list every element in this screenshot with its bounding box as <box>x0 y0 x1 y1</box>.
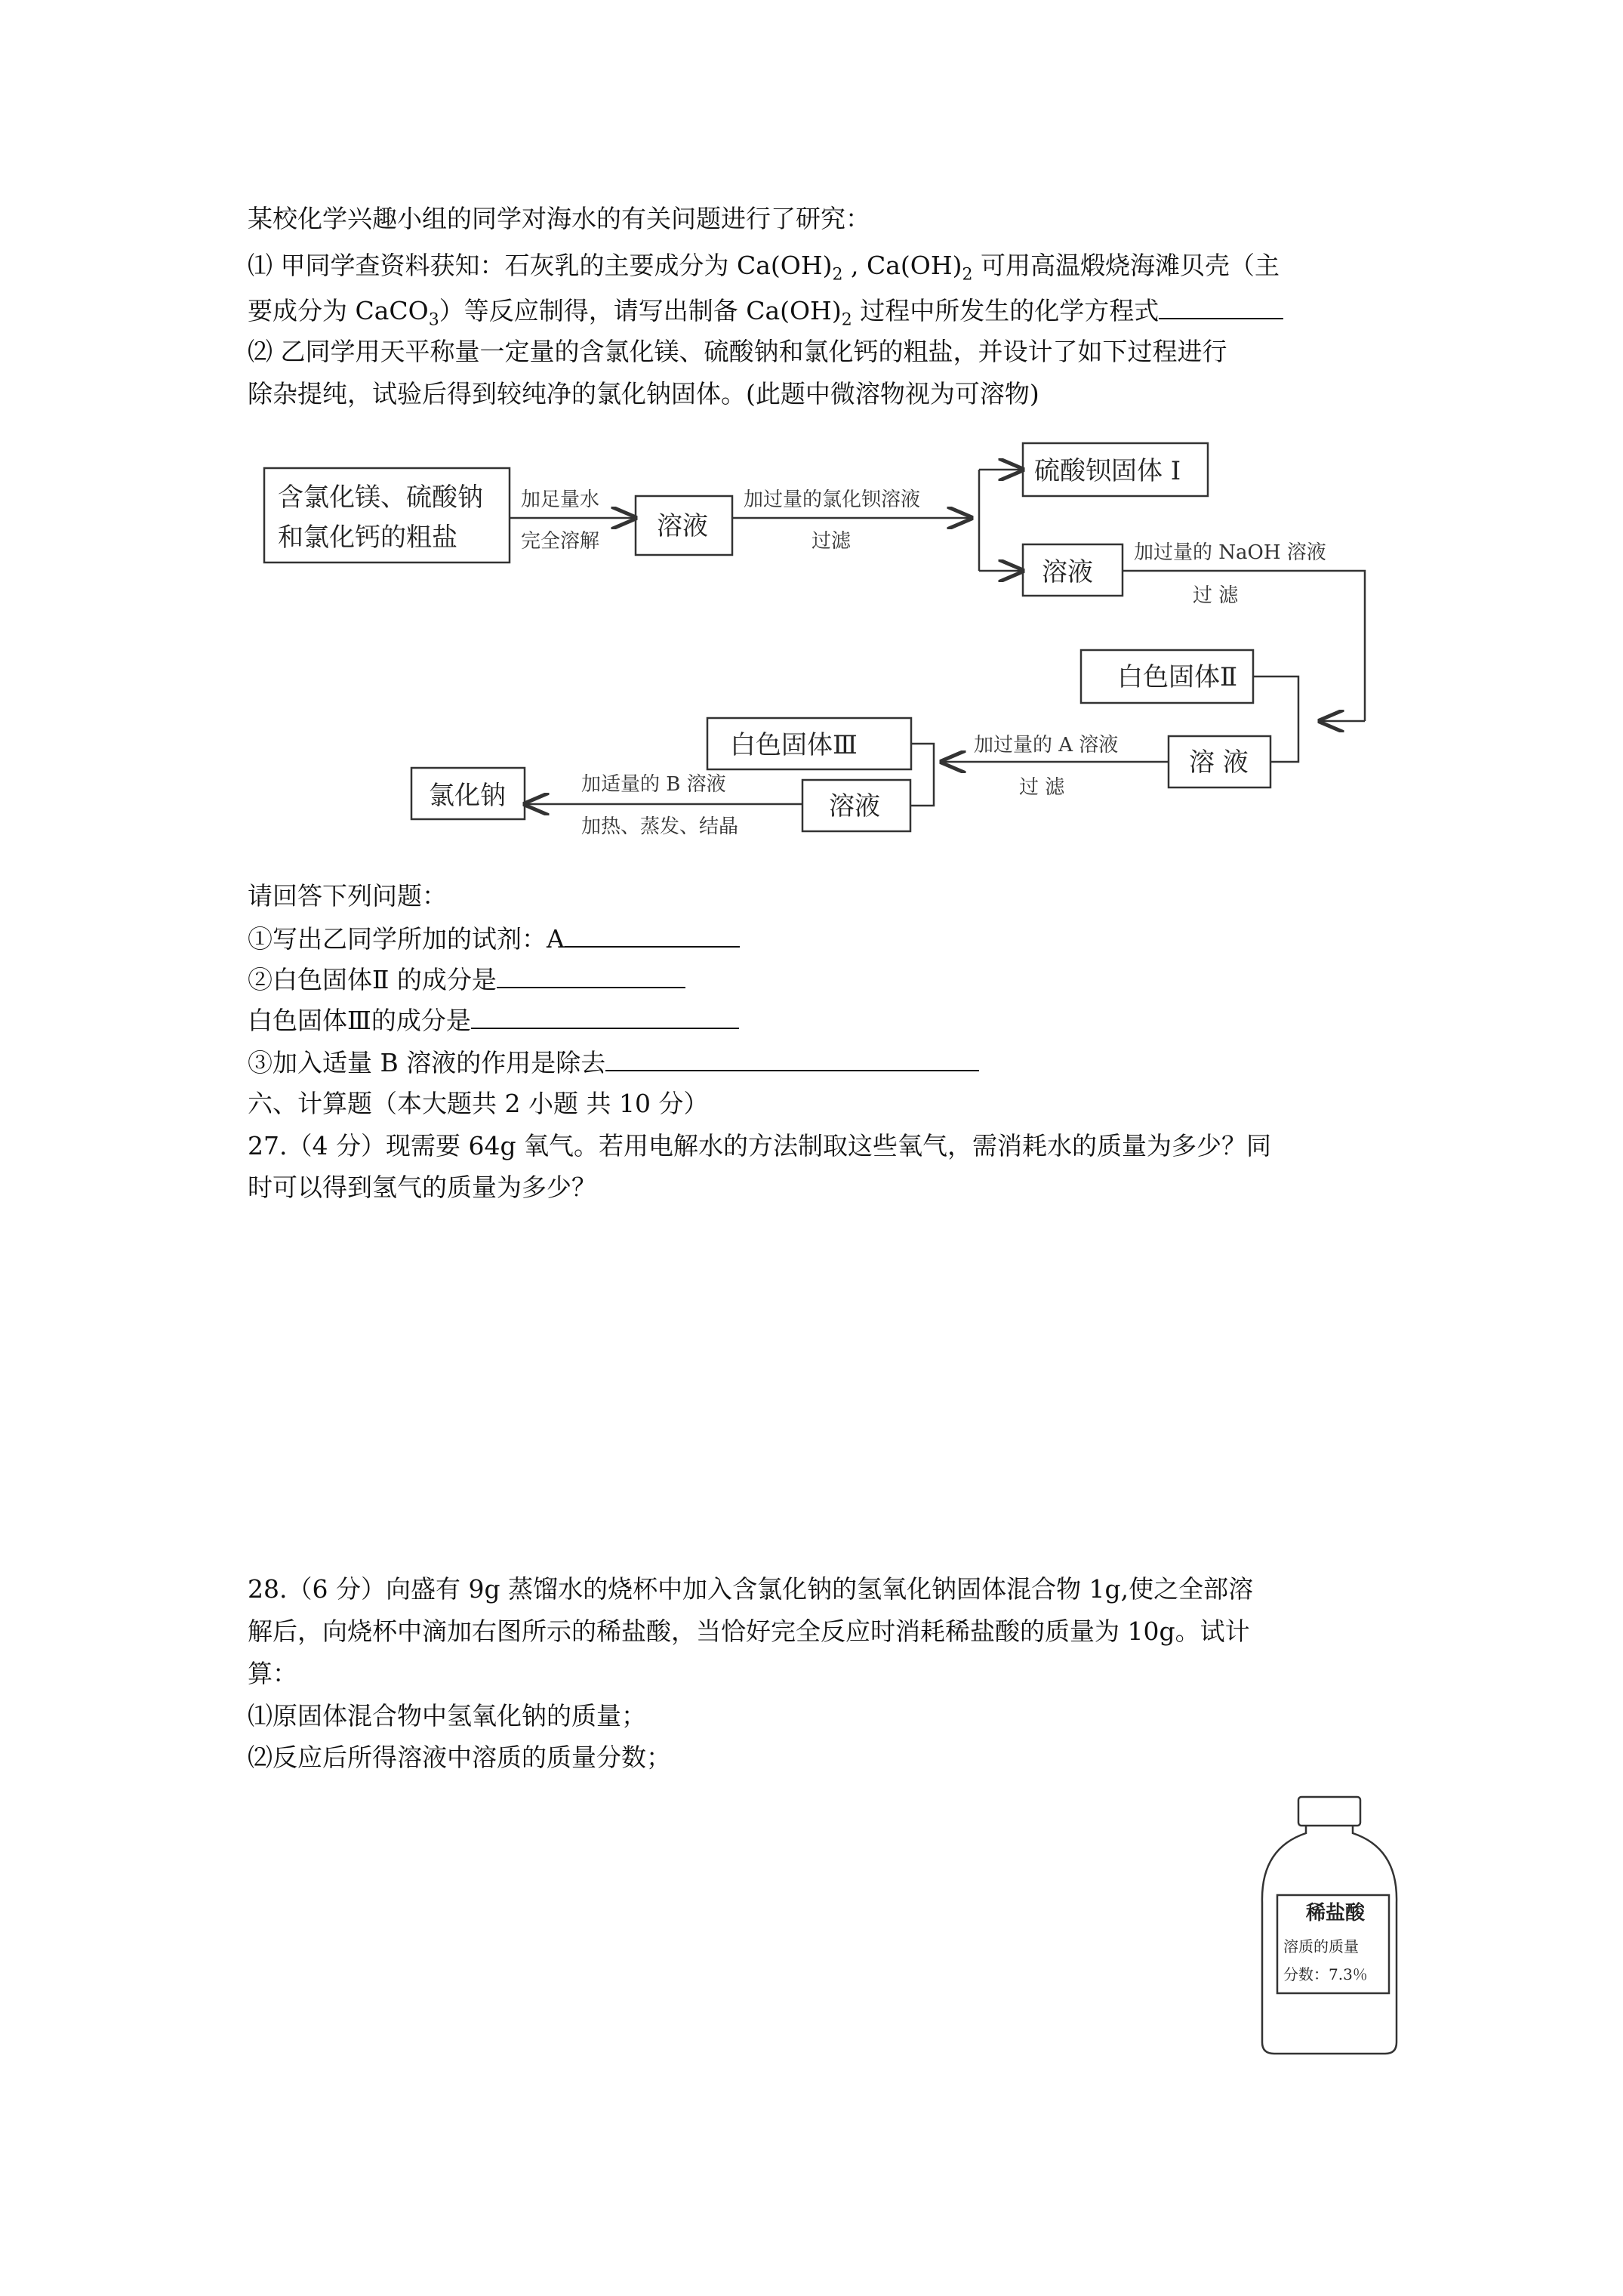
arrow1-top-label: 加足量水 <box>521 488 600 511</box>
box-white2-label: 白色固体Ⅱ <box>1117 662 1238 692</box>
purification-flowchart <box>249 434 1397 857</box>
box-solution2-label: 溶液 <box>1042 557 1093 587</box>
answer-blank-b-purpose[interactable] <box>605 1047 979 1071</box>
arrow4-bottom-label: 过 滤 <box>1019 776 1065 799</box>
q28-sub1: ⑴原固体混合物中氢氧化钠的质量； <box>248 1701 646 1730</box>
reagent-bottle-illustration <box>1253 1789 1404 2069</box>
answer-blank-equation[interactable] <box>1159 295 1283 319</box>
bottle-line1: 溶质的质量 <box>1283 1937 1359 1955</box>
section-6-heading: 六、计算题（本大题共 2 小题 共 10 分） <box>248 1089 709 1118</box>
box-white3-label: 白色固体Ⅲ <box>730 730 858 760</box>
q27-line2: 时可以得到氢气的质量为多少？ <box>248 1173 596 1202</box>
arrow4-top-label: 加过量的 A 溶液 <box>974 734 1119 757</box>
q28-line1: 28.（6 分）向盛有 9g 蒸馏水的烧杯中加入含氯化钠的氢氧化钠固体混合物 1g,使之全部溶 <box>248 1574 1254 1604</box>
arrow1-bottom-label: 完全溶解 <box>521 530 600 553</box>
q28-line3: 算： <box>248 1659 297 1688</box>
part1-text-d: 要成分为 CaCO <box>248 296 429 325</box>
box-solution4-label: 溶液 <box>829 791 880 821</box>
box-nacl-label: 氯化钠 <box>429 781 506 811</box>
part1-text-f: 过程中所发生的化学方程式 <box>852 296 1160 325</box>
bottle-title: 稀盐酸 <box>1306 1902 1366 1925</box>
arrow5-bottom-label: 加热、蒸发、结晶 <box>581 815 739 838</box>
questions-heading: 请回答下列问题： <box>248 881 447 911</box>
q28-sub2: ⑵反应后所得溶液中溶质的质量分数； <box>248 1743 671 1772</box>
answer-blank-white2[interactable] <box>497 964 685 988</box>
box-baso4-label: 硫酸钡固体 Ⅰ <box>1034 456 1181 486</box>
question-2 <box>248 963 685 997</box>
answer-blank-a[interactable] <box>565 923 740 948</box>
part1-text-b: , Ca(OH) <box>842 251 962 280</box>
question-3-text: ③加入适量 B 溶液的作用是除去 <box>248 1048 606 1077</box>
part1-text-e: ）等反应制得，请写出制备 Ca(OH) <box>439 296 842 325</box>
part2-line1: ⑵ 乙同学用天平称量一定量的含氯化镁、硫酸钠和氯化钙的粗盐，并设计了如下过程进行 <box>248 337 1227 366</box>
question-2b-text: 白色固体Ⅲ的成分是 <box>248 1006 471 1035</box>
question-1 <box>248 923 740 956</box>
answer-blank-white3[interactable] <box>471 1005 739 1029</box>
part2-line2: 除杂提纯，试验后得到较纯净的氯化钠固体。(此题中微溶物视为可溶物) <box>248 379 1039 408</box>
box-crude-line1: 含氯化镁、硫酸钠 <box>278 482 483 513</box>
box-crude-line2: 和氯化钙的粗盐 <box>278 522 457 553</box>
intro-text: 某校化学兴趣小组的同学对海水的有关问题进行了研究： <box>248 204 870 233</box>
box-solution3-label: 溶 液 <box>1189 747 1249 778</box>
arrow3-bottom-label: 过 滤 <box>1193 584 1239 607</box>
arrow2-bottom-label: 过滤 <box>812 530 852 553</box>
question-2-text: ②白色固体Ⅱ 的成分是 <box>248 965 497 994</box>
part1-text-c: 可用高温煅烧海滩贝壳（主 <box>972 251 1280 280</box>
bottle-line2: 分数：7.3％ <box>1283 1965 1368 1983</box>
part1-line1: ⑴ 甲同学查资料获知：石灰乳的主要成分为 $Ca(OH)_2$ , $Ca(OH)_2$ 可用高温煅烧海滩贝壳（主 <box>248 251 1280 285</box>
part1-line2: 要成分为 CaCO$_3$）等反应制得，请写出制备 $Ca(OH)_2$ 过程中所发生的化学方程式 <box>248 294 1283 328</box>
question-3 <box>248 1046 979 1080</box>
question-2b <box>248 1004 739 1037</box>
arrow3-top-label: 加过量的 NaOH 溶液 <box>1134 541 1326 564</box>
question-1-text: ①写出乙同学所加的试剂：A <box>248 924 565 954</box>
arrow5-top-label: 加适量的 B 溶液 <box>581 773 726 796</box>
part1-text-a: ⑴ 甲同学查资料获知：石灰乳的主要成分为 Ca(OH) <box>248 251 833 280</box>
q27-line1: 27.（4 分）现需要 64g 氧气。若用电解水的方法制取这些氧气，需消耗水的质量为多少？同 <box>248 1131 1272 1160</box>
arrow2-top-label: 加过量的氯化钡溶液 <box>744 488 921 511</box>
q28-line2: 解后，向烧杯中滴加右图所示的稀盐酸，当恰好完全反应时消耗稀盐酸的质量为 10g。试计 <box>248 1616 1250 1646</box>
box-solution1-label: 溶液 <box>657 511 708 541</box>
